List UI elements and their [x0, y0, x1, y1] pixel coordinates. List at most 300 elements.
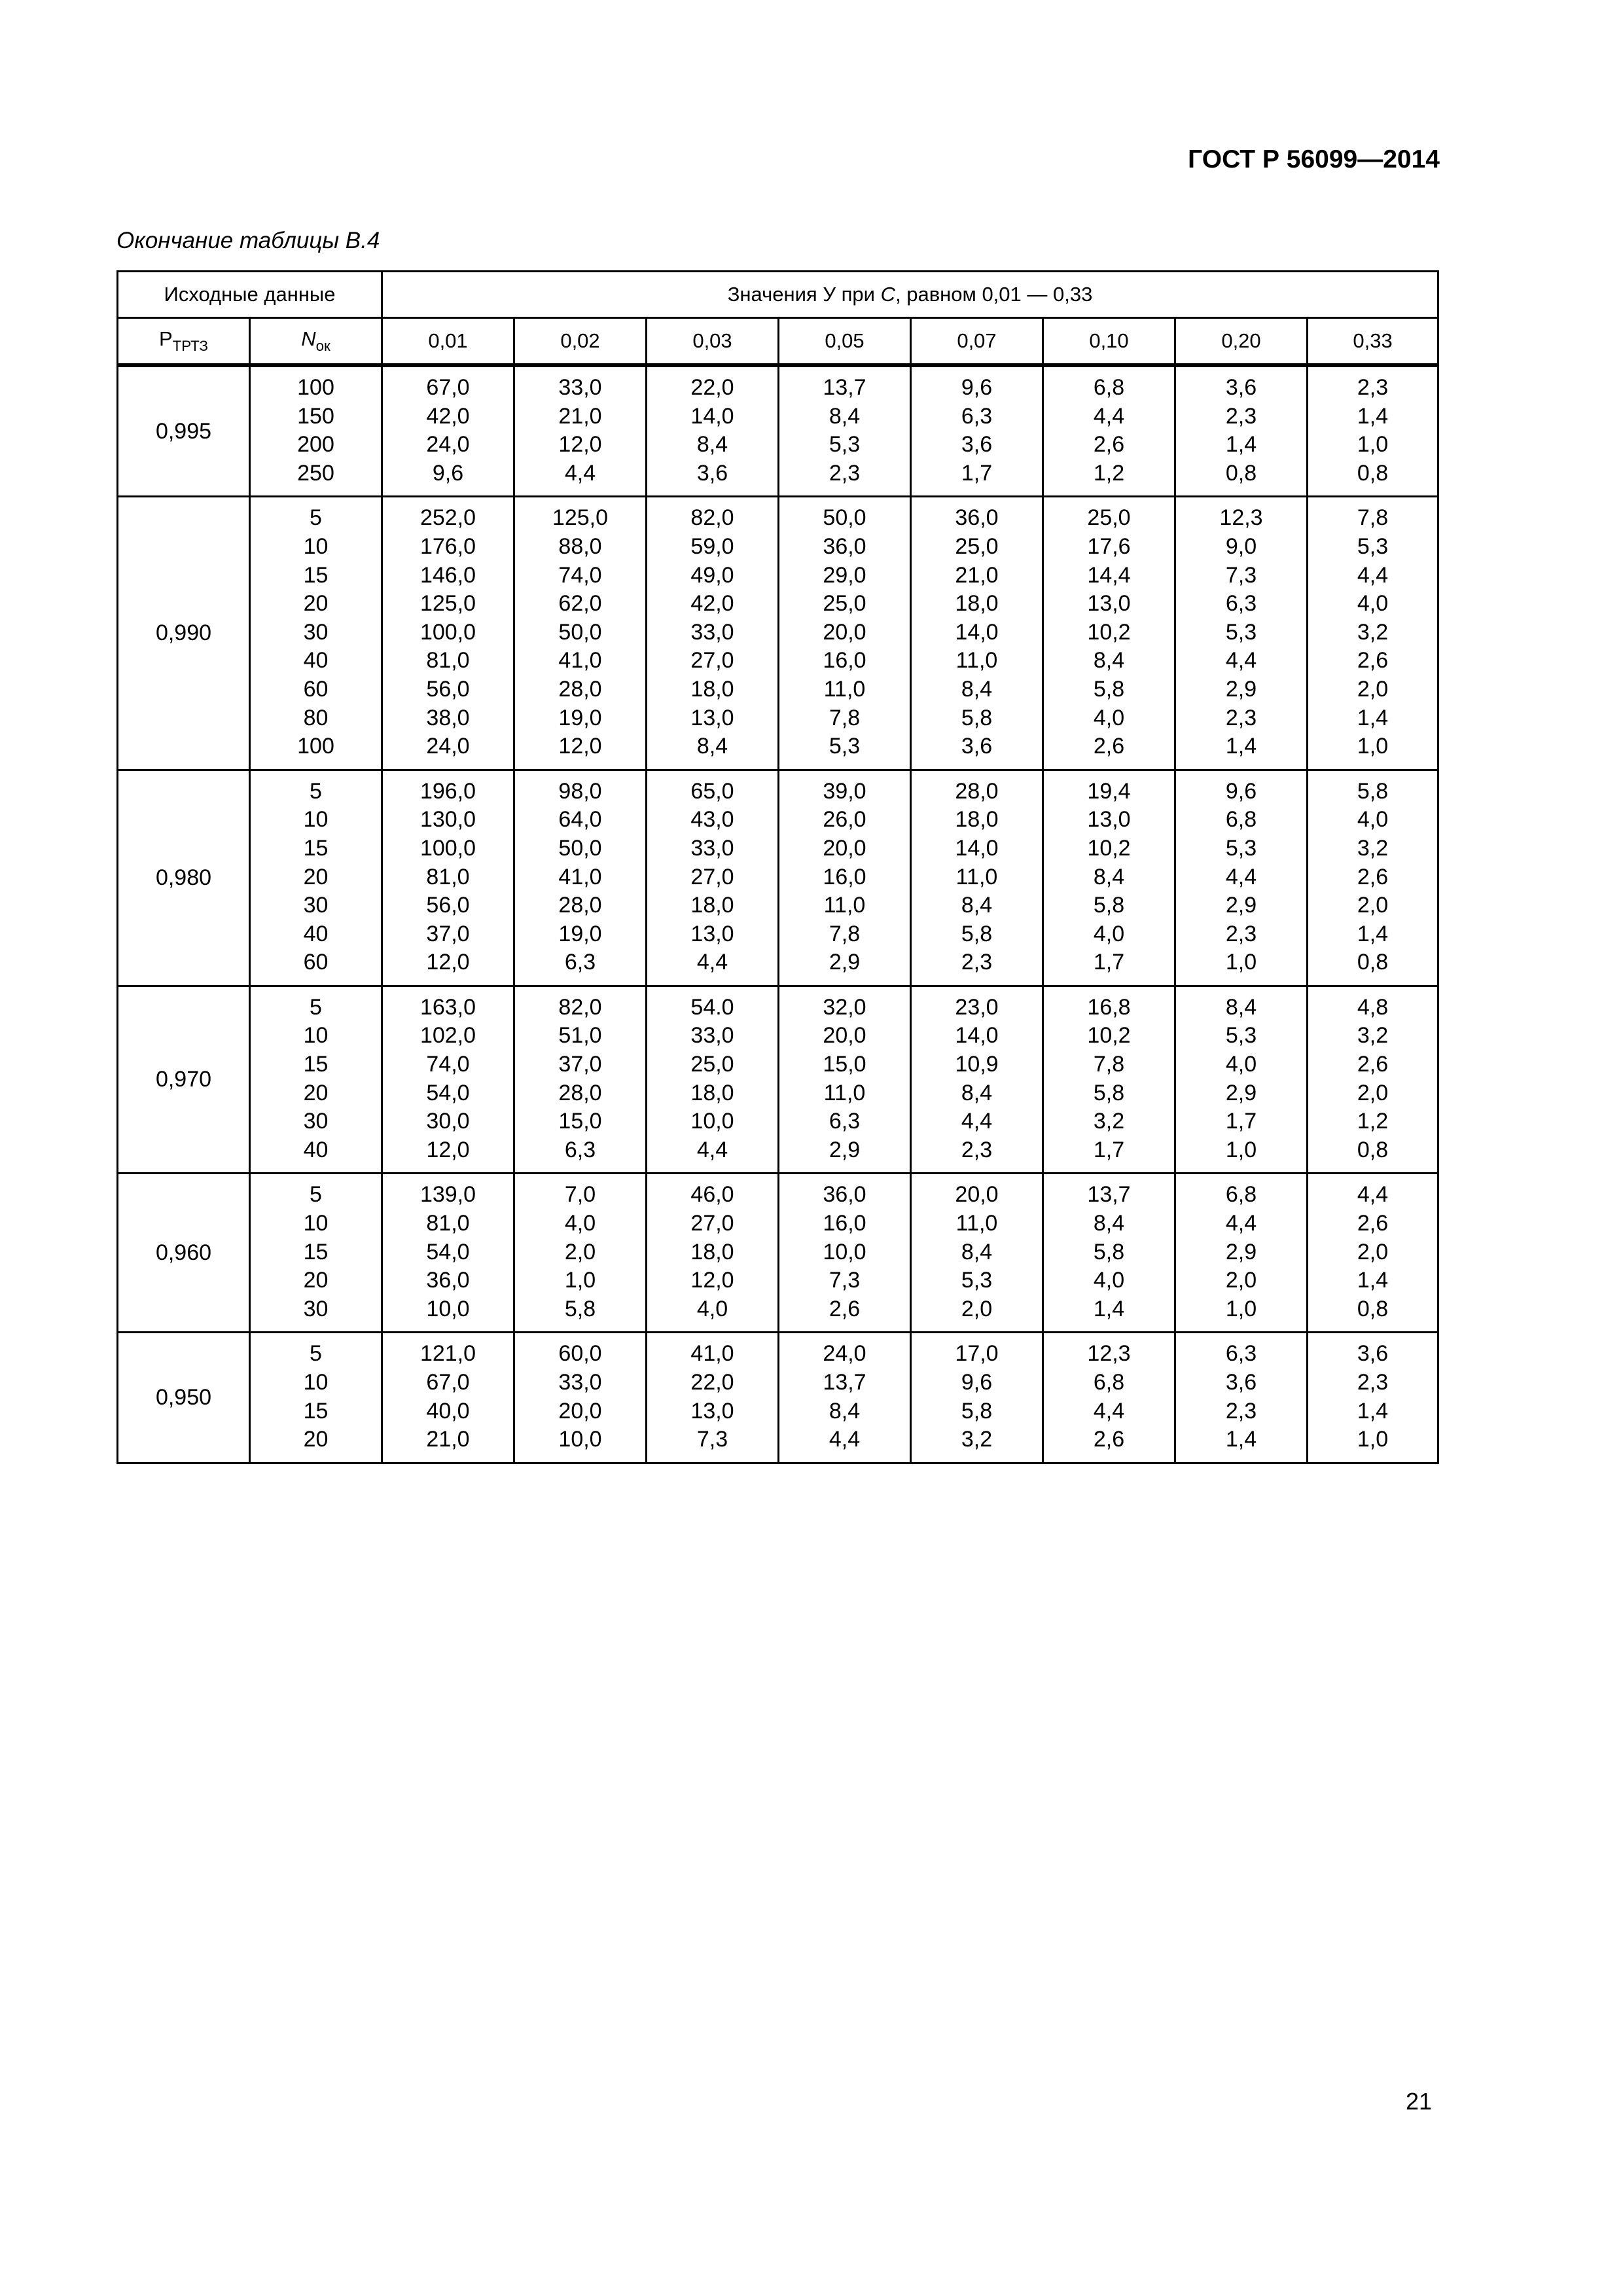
y-value: 8,4	[829, 403, 861, 429]
y-value: 56,0	[426, 893, 470, 918]
y-value: 0,8	[1357, 460, 1389, 486]
y-value: 28,0	[558, 1080, 602, 1105]
y-values-cell	[779, 1174, 911, 1333]
y-value: 46,0	[690, 1182, 734, 1208]
y-value: 6,8	[1093, 375, 1125, 400]
y-values-cell	[911, 1333, 1043, 1463]
y-value: 5,8	[1093, 893, 1125, 918]
values-header: Значения У при C, равном 0,01 — 0,33	[382, 272, 1438, 318]
y-value: 4,4	[696, 950, 728, 975]
y-value: 6,3	[829, 1109, 861, 1134]
y-value: 11,0	[823, 676, 866, 702]
y-value: 60,0	[558, 1341, 602, 1367]
y-values-cell	[1308, 365, 1438, 497]
y-value: 2,6	[1093, 432, 1125, 457]
y-value: 2,0	[1225, 1268, 1257, 1293]
y-value: 176,0	[419, 533, 476, 559]
table-row-group	[118, 497, 1438, 770]
y-value: 3,2	[1357, 1023, 1389, 1049]
y-value: 56,0	[426, 676, 470, 702]
y-value: 42,0	[690, 591, 734, 617]
y-value: 36,0	[955, 505, 999, 531]
y-value: 2,3	[1357, 375, 1389, 400]
y-value: 2,9	[1225, 676, 1257, 702]
y-value: 1,4	[1357, 403, 1389, 429]
y-value: 8,4	[1093, 1211, 1125, 1236]
y-value: 8,4	[829, 1398, 861, 1424]
y-values-cell	[1175, 365, 1308, 497]
y-value: 4,4	[1093, 1398, 1125, 1424]
y-value: 1,0	[1225, 1137, 1257, 1162]
n-value: 15	[303, 1239, 329, 1265]
y-value: 5,8	[961, 705, 993, 730]
n-value: 20	[303, 591, 329, 617]
y-value: 2,9	[1225, 1080, 1257, 1105]
y-value: 9,6	[961, 1370, 993, 1395]
y-value: 24,0	[426, 734, 470, 759]
y-value: 1,0	[1225, 1296, 1257, 1321]
y-value: 12,0	[426, 950, 470, 975]
y-value: 28,0	[558, 893, 602, 918]
y-value: 38,0	[426, 705, 470, 730]
y-value: 14,0	[955, 1023, 999, 1049]
y-value: 5,3	[1225, 835, 1257, 861]
y-value: 4,4	[1357, 562, 1389, 588]
y-value: 8,4	[961, 893, 993, 918]
y-value: 1,0	[1357, 432, 1389, 457]
y-value: 20,0	[823, 1023, 866, 1049]
n-value: 30	[303, 1296, 329, 1321]
y-value: 62,0	[558, 591, 602, 617]
y-values-cell	[382, 365, 514, 497]
y-value: 21,0	[955, 562, 999, 588]
y-value: 5,8	[961, 921, 993, 946]
y-value: 2,0	[1357, 676, 1389, 702]
n-values-cell	[250, 365, 382, 497]
y-values-cell	[514, 1333, 647, 1463]
y-value: 1,4	[1093, 1296, 1125, 1321]
y-value: 82,0	[690, 505, 734, 531]
y-value: 5,3	[1225, 619, 1257, 645]
y-value: 13,0	[1087, 591, 1131, 617]
y-value: 18,0	[690, 893, 734, 918]
y-value: 6,8	[1225, 1182, 1257, 1208]
y-value: 32,0	[823, 994, 866, 1020]
y-value: 81,0	[426, 648, 470, 673]
n-value: 30	[303, 1109, 329, 1134]
y-value: 1,4	[1357, 1268, 1389, 1293]
y-value: 5,3	[961, 1268, 993, 1293]
y-value: 15,0	[558, 1109, 602, 1134]
y-value: 16,8	[1087, 994, 1131, 1020]
y-value: 7,8	[829, 921, 861, 946]
y-value: 10,0	[690, 1109, 734, 1134]
y-value: 20,0	[955, 1182, 999, 1208]
y-value: 2,3	[961, 1137, 993, 1162]
y-value: 0,8	[1357, 950, 1389, 975]
y-values-cell	[514, 986, 647, 1174]
y-value: 1,0	[1357, 1427, 1389, 1452]
y-value: 25,0	[955, 533, 999, 559]
n-value: 60	[303, 950, 329, 975]
y-value: 6,8	[1093, 1370, 1125, 1395]
y-value: 50,0	[558, 835, 602, 861]
y-value: 25,0	[1087, 505, 1131, 531]
y-value: 2,0	[1357, 1239, 1389, 1265]
c-value-header: 0,10	[1043, 318, 1175, 366]
y-value: 7,3	[1225, 562, 1257, 588]
p-value-cell: 0,960	[118, 1174, 250, 1333]
y-value: 5,3	[1357, 533, 1389, 559]
n-value: 5	[310, 505, 322, 531]
y-value: 102,0	[419, 1023, 476, 1049]
y-value: 11,0	[955, 648, 998, 673]
n-value: 5	[310, 778, 322, 804]
y-values-cell	[647, 1174, 779, 1333]
n-value: 40	[303, 921, 329, 946]
y-value: 6,3	[1225, 591, 1257, 617]
y-value: 18,0	[955, 807, 999, 833]
y-value: 33,0	[690, 619, 734, 645]
y-value: 4,4	[696, 1137, 728, 1162]
y-value: 163,0	[419, 994, 476, 1020]
y-values-cell	[1043, 986, 1175, 1174]
y-value: 10,0	[558, 1427, 602, 1452]
n-value: 10	[303, 807, 329, 833]
y-value: 16,0	[823, 1211, 866, 1236]
n-value: 100	[297, 375, 334, 400]
y-value: 2,0	[1357, 1080, 1389, 1105]
y-value: 54,0	[426, 1080, 470, 1105]
y-values-cell	[647, 365, 779, 497]
y-value: 5,3	[1225, 1023, 1257, 1049]
y-value: 64,0	[558, 807, 602, 833]
n-value: 250	[297, 460, 334, 486]
y-value: 41,0	[558, 648, 602, 673]
y-value: 5,8	[1093, 1239, 1125, 1265]
y-value: 10,9	[955, 1052, 999, 1077]
table-caption: Окончание таблицы В.4	[116, 228, 380, 253]
y-value: 4,0	[1357, 591, 1389, 617]
y-value: 3,6	[961, 432, 993, 457]
n-value: 20	[303, 1080, 329, 1105]
y-value: 5,8	[564, 1296, 596, 1321]
y-values-cell	[1308, 1174, 1438, 1333]
n-value: 5	[310, 1341, 322, 1367]
y-value: 2,6	[1357, 1211, 1389, 1236]
y-value: 1,4	[1357, 705, 1389, 730]
y-value: 3,6	[1225, 375, 1257, 400]
y-values-cell	[647, 770, 779, 986]
y-values-cell	[1308, 497, 1438, 770]
y-value: 2,3	[1225, 1398, 1257, 1424]
y-value: 11,0	[955, 864, 998, 889]
y-value: 36,0	[426, 1268, 470, 1293]
y-value: 9,6	[432, 460, 464, 486]
y-value: 15,0	[823, 1052, 866, 1077]
c-value-header: 0,33	[1308, 318, 1438, 366]
y-values-cell	[779, 365, 911, 497]
y-value: 3,2	[1093, 1109, 1125, 1134]
y-values-cell	[1175, 497, 1308, 770]
y-value: 0,8	[1357, 1137, 1389, 1162]
y-value: 10,0	[426, 1296, 470, 1321]
y-value: 6,3	[564, 1137, 596, 1162]
y-value: 3,2	[1357, 835, 1389, 861]
y-values-cell	[911, 770, 1043, 986]
y-value: 88,0	[558, 533, 602, 559]
y-value: 1,4	[1357, 921, 1389, 946]
y-value: 81,0	[426, 1211, 470, 1236]
y-value: 4,4	[1357, 1182, 1389, 1208]
y-value: 7,0	[564, 1182, 596, 1208]
y-value: 252,0	[419, 505, 476, 531]
y-value: 8,4	[961, 1080, 993, 1105]
y-value: 2,6	[1357, 648, 1389, 673]
y-value: 4,0	[1093, 1268, 1125, 1293]
y-value: 8,4	[1093, 864, 1125, 889]
y-value: 14,4	[1087, 562, 1131, 588]
n-value: 10	[303, 533, 329, 559]
y-value: 7,3	[696, 1427, 728, 1452]
y-value: 125,0	[419, 591, 476, 617]
y-value: 7,8	[1093, 1052, 1125, 1077]
y-value: 21,0	[558, 403, 602, 429]
data-table	[116, 270, 1439, 1464]
y-value: 7,8	[1357, 505, 1389, 531]
y-values-cell	[779, 497, 911, 770]
c-value-header: 0,03	[647, 318, 779, 366]
y-value: 2,0	[961, 1296, 993, 1321]
y-value: 9,0	[1225, 533, 1257, 559]
y-value: 4,4	[1093, 403, 1125, 429]
y-value: 12,0	[690, 1268, 734, 1293]
n-value: 80	[303, 705, 329, 730]
y-values-cell	[911, 1174, 1043, 1333]
y-value: 16,0	[823, 864, 866, 889]
y-value: 19,4	[1087, 778, 1131, 804]
y-value: 20,0	[558, 1398, 602, 1424]
y-value: 5,3	[829, 432, 861, 457]
y-values-cell	[514, 365, 647, 497]
n-value: 20	[303, 1268, 329, 1293]
y-value: 1,4	[1225, 432, 1257, 457]
p-value-cell: 0,990	[118, 497, 250, 770]
y-value: 5,8	[1357, 778, 1389, 804]
y-value: 4,4	[1225, 864, 1257, 889]
y-value: 40,0	[426, 1398, 470, 1424]
y-value: 36,0	[823, 1182, 866, 1208]
y-value: 50,0	[823, 505, 866, 531]
y-value: 98,0	[558, 778, 602, 804]
y-value: 33,0	[690, 835, 734, 861]
y-values-cell	[382, 986, 514, 1174]
y-value: 20,0	[823, 619, 866, 645]
y-value: 3,6	[1225, 1370, 1257, 1395]
n-value: 30	[303, 619, 329, 645]
y-value: 24,0	[823, 1341, 866, 1367]
y-value: 11,0	[823, 1080, 866, 1105]
y-value: 23,0	[955, 994, 999, 1020]
y-value: 6,3	[564, 950, 596, 975]
table-row-group	[118, 1333, 1438, 1463]
y-value: 2,3	[1225, 403, 1257, 429]
y-value: 2,0	[1357, 893, 1389, 918]
y-value: 1,4	[1225, 1427, 1257, 1452]
y-value: 13,0	[690, 1398, 734, 1424]
y-value: 5,8	[961, 1398, 993, 1424]
y-value: 21,0	[426, 1427, 470, 1452]
y-value: 36,0	[823, 533, 866, 559]
y-value: 9,6	[961, 375, 993, 400]
y-value: 2,0	[564, 1239, 596, 1265]
y-values-cell	[647, 497, 779, 770]
y-value: 28,0	[558, 676, 602, 702]
y-value: 39,0	[823, 778, 866, 804]
c-value-header: 0,20	[1175, 318, 1308, 366]
n-value: 200	[297, 432, 334, 457]
n-value: 15	[303, 1398, 329, 1424]
y-value: 2,3	[961, 950, 993, 975]
y-value: 27,0	[690, 648, 734, 673]
y-value: 14,0	[690, 403, 734, 429]
y-values-cell	[779, 770, 911, 986]
n-value: 15	[303, 835, 329, 861]
y-value: 12,0	[558, 432, 602, 457]
y-value: 17,0	[955, 1341, 999, 1367]
y-value: 13,0	[690, 921, 734, 946]
y-value: 4,4	[1225, 648, 1257, 673]
y-value: 1,4	[1225, 734, 1257, 759]
y-values-cell	[1308, 1333, 1438, 1463]
y-value: 14,0	[955, 835, 999, 861]
y-value: 10,0	[823, 1239, 866, 1265]
y-value: 1,2	[1093, 460, 1125, 486]
y-value: 28,0	[955, 778, 999, 804]
y-value: 10,2	[1087, 835, 1131, 861]
y-values-cell	[1308, 986, 1438, 1174]
y-value: 3,6	[1357, 1341, 1389, 1367]
y-value: 2,3	[1357, 1370, 1389, 1395]
y-value: 22,0	[690, 1370, 734, 1395]
y-value: 13,7	[823, 1370, 866, 1395]
y-value: 5,3	[829, 734, 861, 759]
y-values-cell	[1308, 770, 1438, 986]
page-number: 21	[1405, 2088, 1432, 2115]
n-value: 100	[297, 734, 334, 759]
c-value-header: 0,02	[514, 318, 647, 366]
n-values-cell	[250, 986, 382, 1174]
y-value: 6,8	[1225, 807, 1257, 833]
y-value: 3,2	[1357, 619, 1389, 645]
y-values-cell	[779, 986, 911, 1174]
y-value: 100,0	[419, 619, 476, 645]
y-value: 3,6	[961, 734, 993, 759]
y-value: 4,0	[1093, 705, 1125, 730]
source-data-header: Исходные данные	[118, 272, 382, 318]
y-values-cell	[514, 497, 647, 770]
y-value: 100,0	[419, 835, 476, 861]
y-value: 41,0	[690, 1341, 734, 1367]
y-value: 25,0	[823, 591, 866, 617]
y-value: 4,4	[961, 1109, 993, 1134]
y-value: 2,3	[1225, 921, 1257, 946]
y-value: 33,0	[690, 1023, 734, 1049]
y-value: 2,3	[1225, 705, 1257, 730]
y-value: 146,0	[419, 562, 476, 588]
c-value-header: 0,07	[911, 318, 1043, 366]
y-value: 13,7	[823, 375, 866, 400]
y-values-cell	[514, 1174, 647, 1333]
y-values-cell	[1043, 1174, 1175, 1333]
y-value: 4,0	[1093, 921, 1125, 946]
y-value: 1,7	[1093, 950, 1125, 975]
y-value: 1,0	[564, 1268, 596, 1293]
y-value: 4,0	[1357, 807, 1389, 833]
y-value: 5,8	[1093, 1080, 1125, 1105]
y-value: 13,0	[1087, 807, 1131, 833]
y-values-cell	[514, 770, 647, 986]
y-value: 33,0	[558, 375, 602, 400]
y-value: 43,0	[690, 807, 734, 833]
y-value: 4,0	[564, 1211, 596, 1236]
y-value: 37,0	[426, 921, 470, 946]
y-value: 2,9	[1225, 893, 1257, 918]
y-value: 12,3	[1219, 505, 1263, 531]
y-values-cell	[647, 1333, 779, 1463]
y-value: 24,0	[426, 432, 470, 457]
y-value: 19,0	[558, 921, 602, 946]
y-value: 1,2	[1357, 1109, 1389, 1134]
y-values-cell	[911, 365, 1043, 497]
y-value: 81,0	[426, 864, 470, 889]
n-values-cell	[250, 1333, 382, 1463]
y-value: 13,7	[1087, 1182, 1131, 1208]
y-value: 2,6	[1093, 1427, 1125, 1452]
y-value: 4,8	[1357, 994, 1389, 1020]
y-values-cell	[1043, 770, 1175, 986]
y-value: 14,0	[955, 619, 999, 645]
y-value: 27,0	[690, 1211, 734, 1236]
n-value: 15	[303, 562, 329, 588]
n-value: 30	[303, 893, 329, 918]
y-values-cell	[1043, 365, 1175, 497]
y-value: 2,9	[829, 1137, 861, 1162]
n-value: 150	[297, 403, 334, 429]
p-value-cell: 0,970	[118, 986, 250, 1174]
y-value: 19,0	[558, 705, 602, 730]
y-value: 196,0	[419, 778, 476, 804]
y-value: 67,0	[426, 375, 470, 400]
y-value: 54,0	[426, 1239, 470, 1265]
y-value: 13,0	[690, 705, 734, 730]
y-value: 67,0	[426, 1370, 470, 1395]
y-value: 4,4	[1225, 1211, 1257, 1236]
y-value: 2,6	[1357, 864, 1389, 889]
y-value: 10,2	[1087, 619, 1131, 645]
y-value: 1,7	[961, 460, 993, 486]
y-value: 2,6	[1357, 1052, 1389, 1077]
y-value: 2,9	[1225, 1239, 1257, 1265]
p-trtz-header: $P_{ТРТЗ}$	[118, 318, 250, 366]
n-values-cell	[250, 497, 382, 770]
y-value: 7,8	[829, 705, 861, 730]
y-value: 130,0	[419, 807, 476, 833]
y-value: 0,8	[1225, 460, 1257, 486]
y-value: 17,6	[1087, 533, 1131, 559]
c-value-header: 0,05	[779, 318, 911, 366]
n-value: 10	[303, 1211, 329, 1236]
